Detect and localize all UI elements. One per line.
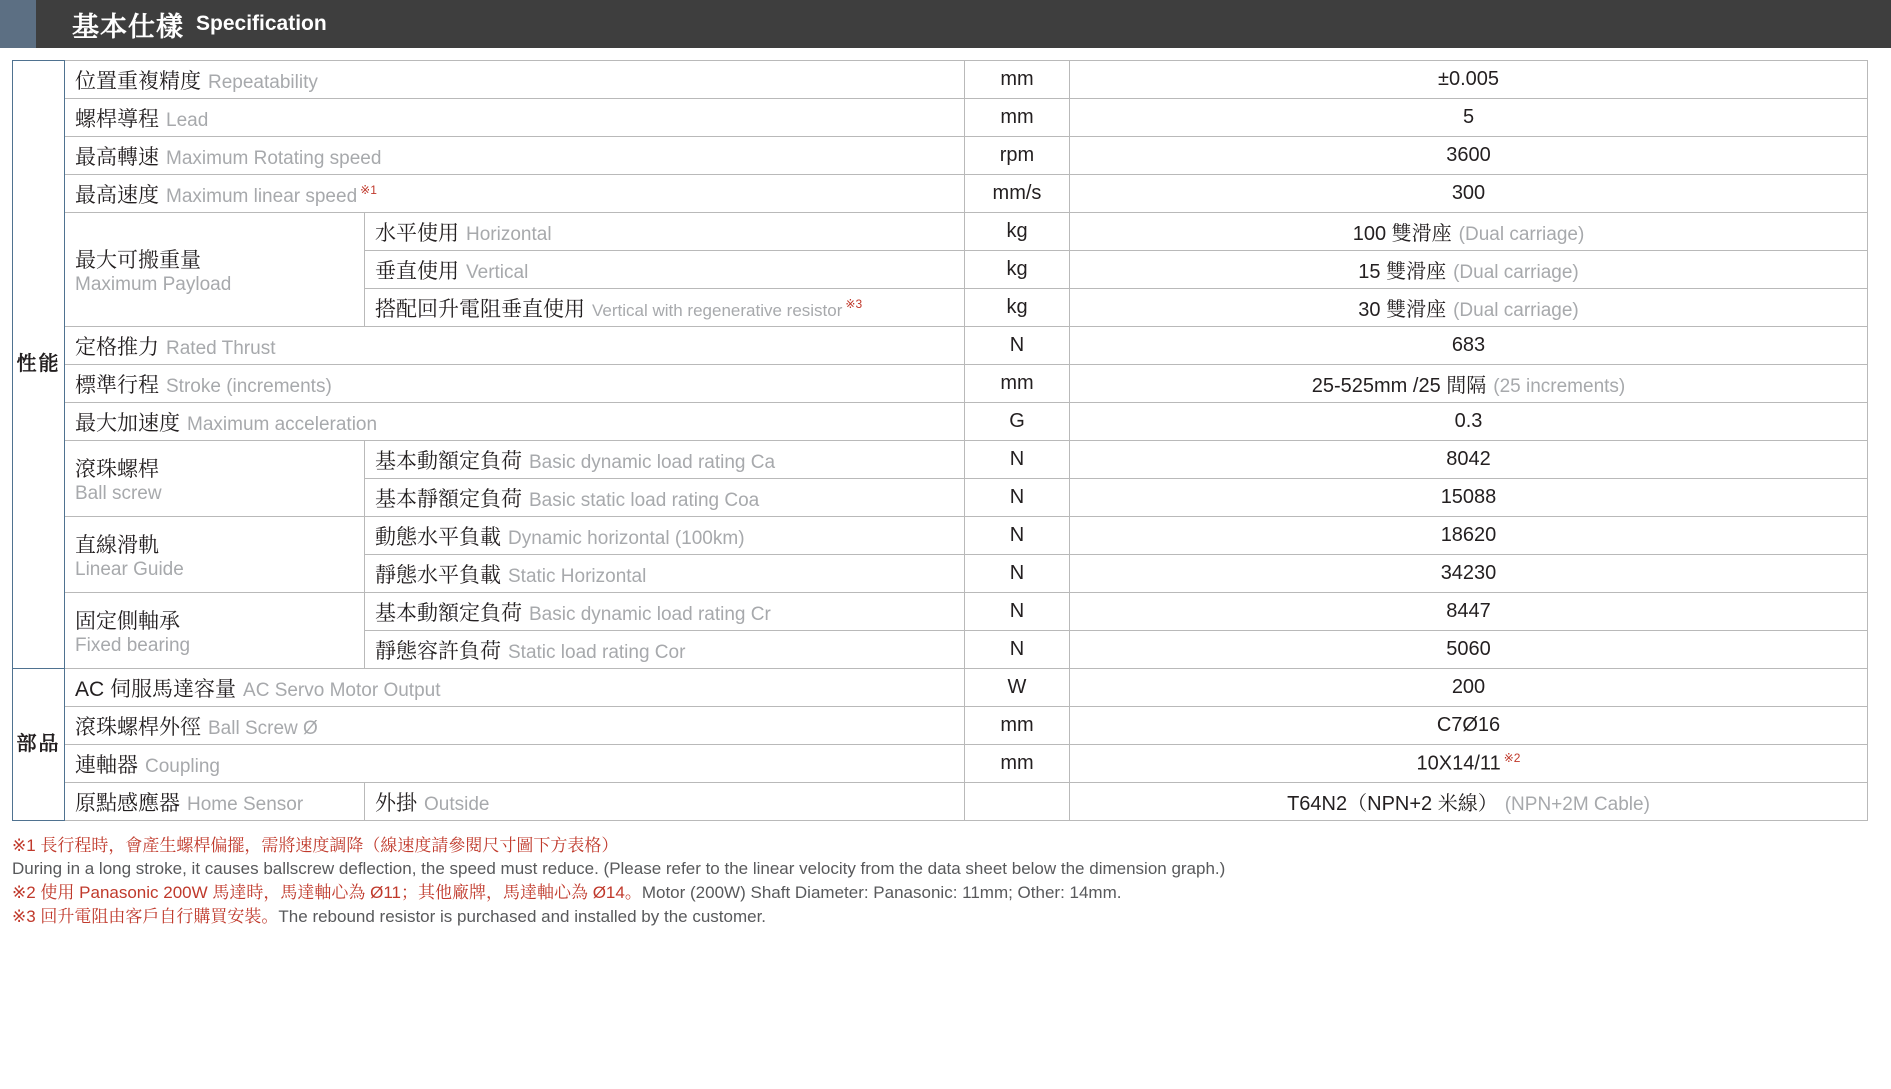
row-sublabel-en: Basic dynamic load rating Ca — [529, 451, 776, 473]
row-label-ac-servo-motor-output — [65, 669, 965, 707]
row-sublabel-jp: 靜態容許負荷 — [375, 639, 501, 663]
row-label-en: Home Sensor — [187, 793, 304, 815]
row-unit: N — [965, 517, 1070, 555]
row-sublabel-basic-static-coa — [365, 479, 965, 517]
row-sublabel-jp: 外掛 — [375, 791, 417, 815]
table-row — [13, 327, 1868, 365]
row-unit: mm/s — [965, 175, 1070, 213]
row-value — [1070, 441, 1868, 479]
row-value — [1070, 137, 1868, 175]
row-label-en: Maximum Rotating speed — [166, 147, 382, 169]
row-label-en: Stroke (increments) — [166, 375, 332, 397]
row-value — [1070, 707, 1868, 745]
row-unit: mm — [965, 707, 1070, 745]
row-group-fixed-bearing — [65, 593, 365, 669]
row-unit: N — [965, 555, 1070, 593]
row-label-jp: 連軸器 — [75, 753, 138, 777]
table-row — [13, 99, 1868, 137]
row-value — [1070, 251, 1868, 289]
row-label-lead — [65, 99, 965, 137]
row-label-en: Repeatability — [208, 71, 318, 93]
footnote-2 — [12, 882, 1867, 905]
row-value-en: (NPN+2M Cable) — [1504, 794, 1650, 815]
row-value-text: 5060 — [1446, 638, 1491, 660]
row-label-jp: 最高速度 — [75, 183, 159, 207]
row-sublabel-jp: 基本動額定負荷 — [375, 449, 522, 473]
row-unit: N — [965, 327, 1070, 365]
row-sublabel-static-horizontal — [365, 555, 965, 593]
row-value — [1070, 213, 1868, 251]
header-accent-block — [0, 0, 36, 48]
row-value-en: (25 increments) — [1493, 376, 1626, 397]
row-value-text: 8042 — [1446, 448, 1491, 470]
row-value — [1070, 783, 1868, 821]
footnote-3-jp: ※3 回升電阻由客戶自行購買安裝。 — [12, 906, 279, 926]
specification-table-wrapper — [12, 60, 1879, 821]
row-label-home-sensor — [65, 783, 365, 821]
row-unit: mm — [965, 99, 1070, 137]
row-label-jp: 定格推力 — [75, 335, 159, 359]
row-label-stroke — [65, 365, 965, 403]
table-row — [13, 517, 1868, 555]
row-sublabel-en: Dynamic horizontal (100km) — [508, 527, 745, 549]
row-label-coupling — [65, 745, 965, 783]
specification-table — [12, 60, 1868, 821]
row-label-en: Ball Screw Ø — [208, 717, 318, 739]
footnote-2-jp: ※2 使用 Panasonic 200W 馬達時，馬達軸心為 Ø11；其他廠牌，馬達軸心為 Ø14。 — [12, 882, 642, 902]
row-label-jp: 最大加速度 — [75, 411, 180, 435]
row-sublabel-en: Horizontal — [466, 223, 552, 245]
footnote-3-en: The rebound resistor is purchased and installed by the customer. — [278, 906, 767, 926]
row-value — [1070, 517, 1868, 555]
row-value-text: 300 — [1451, 182, 1486, 204]
row-sublabel-jp: 搭配回升電阻垂直使用 — [375, 297, 585, 321]
row-value-text: 10X14/11 — [1416, 752, 1501, 775]
row-unit — [965, 783, 1070, 821]
footnote-1-jp: ※1 長行程時，會產生螺桿偏擺，需將速度調降（線速度請參閱尺寸圖下方表格） — [12, 836, 619, 855]
row-label-jp: AC 伺服馬達容量 — [75, 677, 237, 701]
row-value — [1070, 745, 1868, 783]
row-value — [1070, 289, 1868, 327]
category-performance-label: 性能 — [16, 353, 61, 375]
table-row — [13, 213, 1868, 251]
row-sublabel-jp: 基本動額定負荷 — [375, 601, 522, 625]
row-value — [1070, 403, 1868, 441]
row-sublabel-en: Basic dynamic load rating Cr — [529, 603, 771, 625]
table-row — [13, 61, 1868, 99]
row-value-text: 683 — [1451, 334, 1486, 356]
row-label-en: AC Servo Motor Output — [243, 679, 441, 701]
row-unit: mm — [965, 745, 1070, 783]
row-group-jp: 最大可搬重量 — [75, 248, 201, 272]
row-group-maximum-payload — [65, 213, 365, 327]
row-group-en: Maximum Payload — [75, 273, 232, 295]
row-value-text: C7Ø16 — [1436, 714, 1501, 736]
row-group-en: Linear Guide — [75, 558, 184, 580]
row-sublabel-en: Vertical with regenerative resistor — [592, 300, 843, 320]
row-label-en: Lead — [166, 109, 209, 131]
row-unit: N — [965, 441, 1070, 479]
row-value-text: 15088 — [1440, 486, 1497, 508]
row-group-en: Ball screw — [75, 482, 162, 504]
row-value-text: 200 — [1451, 676, 1486, 698]
row-value — [1070, 365, 1868, 403]
row-label-en: Coupling — [145, 755, 220, 777]
row-value — [1070, 479, 1868, 517]
row-sublabel-basic-dynamic-ca — [365, 441, 965, 479]
footnote-marker-1: ※1 — [360, 182, 377, 197]
row-label-max-rotating-speed — [65, 137, 965, 175]
row-value-en: (Dual carriage) — [1453, 300, 1579, 321]
row-label-max-linear-speed — [65, 175, 965, 213]
table-row — [13, 669, 1868, 707]
row-label-jp: 滾珠螺桿外徑 — [75, 715, 201, 739]
row-value-text: 34230 — [1440, 562, 1497, 584]
row-sublabel-jp: 動態水平負載 — [375, 525, 501, 549]
row-unit: mm — [965, 365, 1070, 403]
row-label-jp: 最高轉速 — [75, 145, 159, 169]
row-unit: mm — [965, 61, 1070, 99]
row-value-text: 0.3 — [1454, 410, 1483, 432]
row-sublabel-en: Basic static load rating Coa — [529, 489, 760, 511]
row-value — [1070, 631, 1868, 669]
row-label-jp: 原點感應器 — [75, 791, 180, 815]
row-value — [1070, 61, 1868, 99]
row-value — [1070, 555, 1868, 593]
page-header — [0, 0, 1891, 48]
row-label-en: Rated Thrust — [166, 337, 276, 359]
row-group-en: Fixed bearing — [75, 634, 191, 656]
row-value-text: 15 雙滑座 — [1358, 261, 1447, 283]
row-value-text: 100 雙滑座 — [1352, 223, 1452, 245]
footnote-1-en: During in a long stroke, it causes ballscrew deflection, the speed must reduce. (Please refer to the linear velocity from the data sheet below the dimension graph.) — [12, 858, 1226, 878]
row-unit: kg — [965, 213, 1070, 251]
row-value — [1070, 99, 1868, 137]
row-label-en: Maximum linear speed — [166, 185, 358, 207]
row-sublabel-vertical-regenerative — [365, 289, 965, 327]
row-sublabel-dynamic-horizontal — [365, 517, 965, 555]
row-unit: G — [965, 403, 1070, 441]
row-label-rated-thrust — [65, 327, 965, 365]
row-value-en: (Dual carriage) — [1458, 224, 1585, 245]
row-sublabel-horizontal — [365, 213, 965, 251]
table-row — [13, 403, 1868, 441]
row-label-jp: 位置重複精度 — [75, 69, 201, 93]
row-sublabel-en: Outside — [424, 793, 490, 815]
row-label-en: Maximum acceleration — [187, 413, 378, 435]
header-title-bar — [36, 0, 1891, 48]
row-value-text: 5 — [1462, 106, 1475, 128]
footnote-3 — [12, 906, 1867, 929]
row-sublabel-outside — [365, 783, 965, 821]
page-title-jp: 基本仕樣 — [72, 11, 184, 42]
row-value-text: 30 雙滑座 — [1358, 299, 1447, 321]
row-sublabel-static-cor — [365, 631, 965, 669]
row-value-en: (Dual carriage) — [1453, 262, 1579, 283]
table-row — [13, 745, 1868, 783]
table-row — [13, 441, 1868, 479]
row-group-jp: 直線滑軌 — [75, 533, 159, 557]
table-row — [13, 175, 1868, 213]
row-group-ball-screw — [65, 441, 365, 517]
row-sublabel-jp: 靜態水平負載 — [375, 563, 501, 587]
row-sublabel-en: Static load rating Cor — [508, 641, 686, 663]
row-label-ball-screw-diameter — [65, 707, 965, 745]
footnote-2-en: Motor (200W) Shaft Diameter: Panasonic: 11mm; Other: 14mm. — [641, 882, 1122, 902]
table-row — [13, 707, 1868, 745]
row-value-text: T64N2（NPN+2 米線） — [1287, 793, 1498, 815]
row-sublabel-basic-dynamic-cr — [365, 593, 965, 631]
row-unit: N — [965, 479, 1070, 517]
row-group-jp: 滾珠螺桿 — [75, 457, 159, 481]
row-group-linear-guide — [65, 517, 365, 593]
row-sublabel-en: Vertical — [466, 261, 529, 283]
footnote-1 — [12, 835, 1867, 881]
row-unit: rpm — [965, 137, 1070, 175]
row-label-max-acceleration — [65, 403, 965, 441]
category-parts-label: 部品 — [16, 733, 61, 755]
table-row — [13, 783, 1868, 821]
row-sublabel-jp: 基本靜額定負荷 — [375, 487, 522, 511]
row-unit: W — [965, 669, 1070, 707]
row-sublabel-jp: 垂直使用 — [375, 259, 459, 283]
row-unit: N — [965, 631, 1070, 669]
row-value-text: 25-525mm /25 間隔 — [1311, 375, 1487, 397]
row-unit: kg — [965, 251, 1070, 289]
row-label-jp: 標準行程 — [75, 373, 159, 397]
row-value-text: 3600 — [1446, 144, 1491, 166]
category-parts — [13, 669, 65, 821]
row-unit: kg — [965, 289, 1070, 327]
table-row — [13, 137, 1868, 175]
row-value — [1070, 327, 1868, 365]
row-sublabel-jp: 水平使用 — [375, 221, 459, 245]
page-title-en: Specification — [196, 12, 327, 35]
row-sublabel-vertical — [365, 251, 965, 289]
row-label-repeatability — [65, 61, 965, 99]
row-value — [1070, 669, 1868, 707]
table-row — [13, 593, 1868, 631]
row-value — [1070, 593, 1868, 631]
row-value-text: 8447 — [1446, 600, 1491, 622]
table-row — [13, 365, 1868, 403]
footnote-marker-2: ※2 — [1503, 751, 1521, 766]
row-value-text: 18620 — [1440, 524, 1497, 546]
row-sublabel-en: Static Horizontal — [508, 565, 647, 587]
row-group-jp: 固定側軸承 — [75, 609, 180, 633]
category-performance — [13, 61, 65, 669]
row-value-text: ±0.005 — [1437, 68, 1500, 90]
row-label-jp: 螺桿導程 — [75, 107, 159, 131]
footnotes — [12, 835, 1867, 929]
row-unit: N — [965, 593, 1070, 631]
footnote-marker-3: ※3 — [845, 296, 863, 311]
row-value — [1070, 175, 1868, 213]
